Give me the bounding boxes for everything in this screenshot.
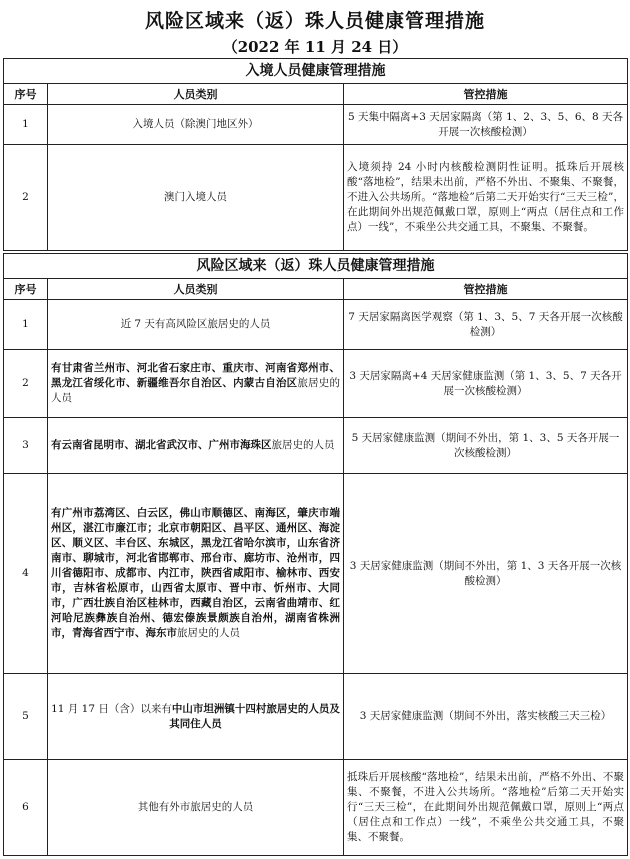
table-row [4,350,628,418]
table-row [4,418,628,474]
row-number: 3 [4,418,48,474]
col-header-category: 人员类别 [48,84,344,105]
row-number: 6 [4,760,48,856]
row-measure: 3 天居家健康监测（期间不外出，落实核酸三天三检） [344,674,628,760]
category-suffix: 旅居史的人员 [51,377,341,404]
col-header-measure: 管控措施 [344,84,628,105]
table-row [4,145,628,251]
row-number: 2 [4,145,48,251]
row-category: 入境人员（除澳门地区外） [48,105,344,145]
row-measure: 入境须持 24 小时内核酸检测阴性证明。抵珠后开展核酸“落地检”，结果未出前，严格不外出、不聚集、不聚餐，不进入公共场所。“落地检”后第二天开始实行“三天三检”，在此期间外出规范佩戴口罩，原则上“两点（居住点和工作点）一线”，不乘坐公共交通工具，不聚集、不聚餐。 [344,145,628,251]
category-bold-places: 中山市坦洲镇十四村旅居史的人员及其同住人员 [169,702,340,730]
page-date: （2022 年 11 月 24 日） [222,38,408,56]
row-number: 5 [4,674,48,760]
row-category [48,350,344,418]
row-measure: 3 天居家隔离+4 天居家健康监测（第 1、3、5、7 天各开展一次核酸检测） [344,350,628,418]
table-row [4,674,628,760]
row-measure: 3 天居家健康监测（期间不外出，第 1、3 天各开展一次核酸检测） [344,474,628,674]
table-row [4,300,628,350]
risk-area-measures-table [3,253,628,856]
col-header-measure: 管控措施 [344,279,628,300]
table-header-row [4,84,628,105]
row-category: 澳门入境人员 [48,145,344,251]
section-title: 入境人员健康管理措施 [4,59,628,84]
row-category [48,674,344,760]
row-number: 2 [4,350,48,418]
row-category: 近 7 天有高风险区旅居史的人员 [48,300,344,350]
col-header-no: 序号 [4,84,48,105]
category-suffix: 旅居史的人员 [271,439,335,451]
row-measure: 5 天居家健康监测（期间不外出，第 1、3、5 天各开展一次核酸检测） [344,418,628,474]
category-bold-places: 有云南省昆明市、湖北省武汉市、广州市海珠区 [51,439,272,451]
section-title-row [4,254,628,279]
category-suffix: 旅居史的人员 [177,627,240,639]
table-header-row [4,279,628,300]
page-title: 风险区域来（返）珠人员健康管理措施 [144,10,485,32]
row-category [48,474,344,674]
row-number: 1 [4,300,48,350]
row-number: 4 [4,474,48,674]
row-measure: 7 天居家隔离医学观察（第 1、3、5、7 天各开展一次核酸检测） [344,300,628,350]
category-prefix: 11 月 17 日（含）以来有 [51,702,172,715]
table-row [4,105,628,145]
table-row [4,760,628,856]
col-header-no: 序号 [4,279,48,300]
category-bold-places: 有甘肃省兰州市、河北省石家庄市、重庆市、河南省郑州市、黑龙江省绥化市、新疆维吾尔自治区、内蒙古自治区 [51,362,340,389]
category-bold-places: 有广州市荔湾区、白云区，佛山市顺德区、南海区，肇庆市端州区，湛江市廉江市；北京市朝阳区、昌平区、通州区、海淀区、顺义区、丰台区、东城区，黑龙江省哈尔滨市，山东省济南市、聊城市，河北省邯郸市、邢台市、廊坊市、沧州市，四川省德阳市、成都市、内江市，陕西省咸阳市、榆林市、西安市，吉林省松原市，山西省太原市、晋中市、忻州市、大同市，广西壮族自治区桂林市，西藏自治区，云南省曲靖市、红河哈尼族彝族自治州、德宏傣族景颇族自治州，湖南省株洲市，青海省西宁市、海东市 [51,507,340,639]
col-header-category: 人员类别 [48,279,344,300]
table-row [4,474,628,674]
entry-measures-table [3,58,628,251]
row-number: 1 [4,105,48,145]
row-measure: 抵珠后开展核酸“落地检”，结果未出前，严格不外出、不聚集、不聚餐，不进入公共场所。“落地检”后第二天开始实行“三天三检”，在此期间外出规范佩戴口罩，原则上“两点（居住点和工作点）一线”，不乘坐公共交通工具，不聚集、不聚餐。 [344,760,628,856]
section-title: 风险区域来（返）珠人员健康管理措施 [4,254,628,279]
row-measure: 5 天集中隔离+3 天居家隔离（第 1、2、3、5、6、8 天各开展一次核酸检测） [344,105,628,145]
section-title-row [4,59,628,84]
row-category [48,418,344,474]
row-category: 其他有外市旅居史的人员 [48,760,344,856]
